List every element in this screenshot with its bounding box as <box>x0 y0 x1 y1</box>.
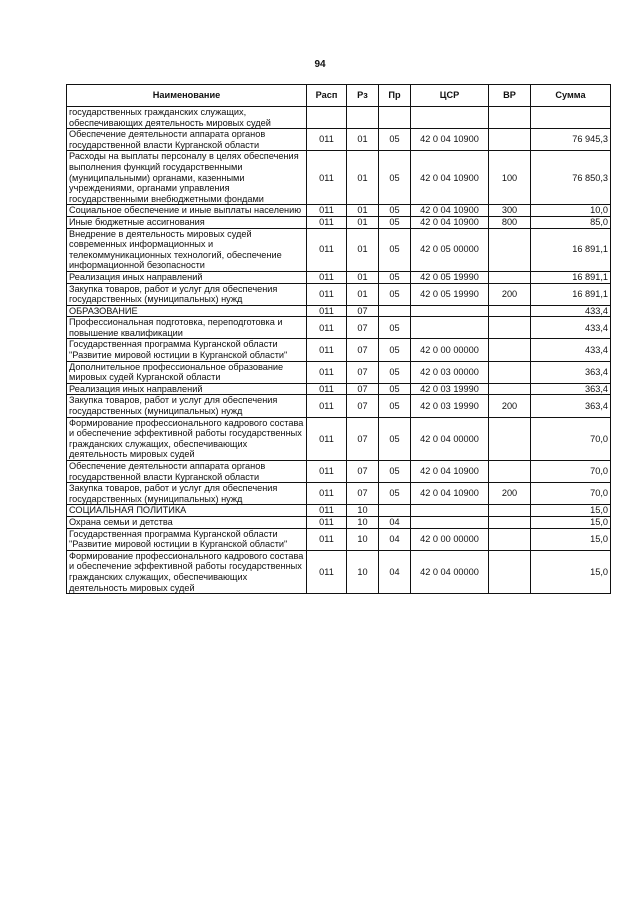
cell-pr: 05 <box>379 283 411 305</box>
cell-rz: 07 <box>347 383 379 395</box>
table-row <box>67 129 611 151</box>
cell-name: ОБРАЗОВАНИЕ <box>67 305 307 317</box>
cell-rasp: 011 <box>307 339 347 361</box>
cell-pr: 05 <box>379 395 411 417</box>
table-row <box>67 516 611 528</box>
cell-rasp: 011 <box>307 383 347 395</box>
cell-name: Социальное обеспечение и иные выплаты населению <box>67 205 307 217</box>
header-vr: ВР <box>489 85 531 107</box>
cell-vr <box>489 271 531 283</box>
table-row <box>67 205 611 217</box>
cell-sum: 15,0 <box>531 528 611 550</box>
cell-pr <box>379 305 411 317</box>
cell-pr: 05 <box>379 271 411 283</box>
budget-table <box>66 84 611 594</box>
cell-rasp: 011 <box>307 205 347 217</box>
cell-pr: 04 <box>379 550 411 593</box>
cell-rz: 07 <box>347 305 379 317</box>
cell-pr: 05 <box>379 151 411 205</box>
page-number: 94 <box>314 59 326 70</box>
cell-sum: 70,0 <box>531 461 611 483</box>
cell-pr: 04 <box>379 516 411 528</box>
table-row <box>67 271 611 283</box>
cell-pr: 05 <box>379 361 411 383</box>
cell-csr <box>411 317 489 339</box>
table-row <box>67 216 611 228</box>
table-row <box>67 305 611 317</box>
cell-csr <box>411 516 489 528</box>
header-rasp: Расп <box>307 85 347 107</box>
cell-name: Государственная программа Курганской области "Развитие мировой юстиции в Курганской области" <box>67 339 307 361</box>
cell-sum: 16 891,1 <box>531 271 611 283</box>
table-header-row <box>67 85 611 107</box>
cell-sum: 15,0 <box>531 516 611 528</box>
header-rz: Рз <box>347 85 379 107</box>
cell-vr <box>489 461 531 483</box>
table-row <box>67 228 611 271</box>
cell-pr <box>379 505 411 517</box>
cell-vr: 200 <box>489 395 531 417</box>
cell-vr: 300 <box>489 205 531 217</box>
cell-rasp: 011 <box>307 283 347 305</box>
cell-name: Закупка товаров, работ и услуг для обеспечения государственных (муниципальных) нужд <box>67 395 307 417</box>
table-row <box>67 151 611 205</box>
table-row <box>67 107 611 129</box>
cell-sum: 363,4 <box>531 395 611 417</box>
header-csr: ЦСР <box>411 85 489 107</box>
cell-sum: 70,0 <box>531 417 611 460</box>
cell-rasp <box>307 107 347 129</box>
cell-name: Охрана семьи и детства <box>67 516 307 528</box>
cell-rasp: 011 <box>307 461 347 483</box>
cell-csr: 42 0 00 00000 <box>411 339 489 361</box>
cell-csr: 42 0 03 00000 <box>411 361 489 383</box>
cell-rz <box>347 107 379 129</box>
cell-sum: 363,4 <box>531 383 611 395</box>
table-row <box>67 461 611 483</box>
cell-csr: 42 0 05 00000 <box>411 228 489 271</box>
cell-csr: 42 0 04 10900 <box>411 129 489 151</box>
cell-sum: 16 891,1 <box>531 228 611 271</box>
cell-sum: 15,0 <box>531 550 611 593</box>
cell-vr <box>489 550 531 593</box>
cell-sum: 10,0 <box>531 205 611 217</box>
cell-csr <box>411 505 489 517</box>
table-row <box>67 383 611 395</box>
table-row <box>67 283 611 305</box>
cell-pr: 05 <box>379 129 411 151</box>
cell-vr <box>489 383 531 395</box>
cell-vr <box>489 528 531 550</box>
cell-rasp: 011 <box>307 516 347 528</box>
cell-csr: 42 0 00 00000 <box>411 528 489 550</box>
table-row <box>67 505 611 517</box>
cell-vr: 200 <box>489 283 531 305</box>
header-pr: Пр <box>379 85 411 107</box>
cell-vr: 800 <box>489 216 531 228</box>
cell-rz: 07 <box>347 417 379 460</box>
cell-sum: 433,4 <box>531 339 611 361</box>
cell-rasp: 011 <box>307 395 347 417</box>
table-row <box>67 483 611 505</box>
cell-pr: 05 <box>379 417 411 460</box>
cell-vr <box>489 228 531 271</box>
cell-pr: 05 <box>379 339 411 361</box>
cell-vr <box>489 361 531 383</box>
table-row <box>67 550 611 593</box>
cell-name: Государственная программа Курганской области "Развитие мировой юстиции в Курганской области" <box>67 528 307 550</box>
cell-vr <box>489 305 531 317</box>
cell-pr: 05 <box>379 383 411 395</box>
cell-vr <box>489 516 531 528</box>
cell-pr: 05 <box>379 483 411 505</box>
cell-pr <box>379 107 411 129</box>
cell-name: Расходы на выплаты персоналу в целях обеспечения выполнения функций государственными (муниципальными) органами, казенными учреждениями, органами управления государственными внебюджетными фондами <box>67 151 307 205</box>
cell-rz: 07 <box>347 339 379 361</box>
cell-csr <box>411 305 489 317</box>
cell-pr: 04 <box>379 528 411 550</box>
cell-rz: 01 <box>347 271 379 283</box>
cell-rz: 01 <box>347 151 379 205</box>
cell-pr: 05 <box>379 317 411 339</box>
cell-csr: 42 0 04 10900 <box>411 151 489 205</box>
cell-name: Реализация иных направлений <box>67 383 307 395</box>
cell-name: государственных гражданских служащих, обеспечивающих деятельность мировых судей <box>67 107 307 129</box>
cell-name: Закупка товаров, работ и услуг для обеспечения государственных (муниципальных) нужд <box>67 483 307 505</box>
cell-name: Дополнительное профессиональное образование мировых судей Курганской области <box>67 361 307 383</box>
cell-sum: 85,0 <box>531 216 611 228</box>
cell-vr <box>489 317 531 339</box>
cell-name: СОЦИАЛЬНАЯ ПОЛИТИКА <box>67 505 307 517</box>
cell-sum: 433,4 <box>531 305 611 317</box>
cell-name: Профессиональная подготовка, переподготовка и повышение квалификации <box>67 317 307 339</box>
cell-pr: 05 <box>379 461 411 483</box>
cell-csr: 42 0 04 10900 <box>411 483 489 505</box>
cell-rasp: 011 <box>307 361 347 383</box>
cell-csr: 42 0 04 00000 <box>411 417 489 460</box>
cell-rz: 07 <box>347 461 379 483</box>
cell-rz: 01 <box>347 228 379 271</box>
table-row <box>67 339 611 361</box>
cell-rz: 01 <box>347 129 379 151</box>
cell-name: Иные бюджетные ассигнования <box>67 216 307 228</box>
cell-csr: 42 0 03 19990 <box>411 383 489 395</box>
cell-name: Реализация иных направлений <box>67 271 307 283</box>
cell-csr: 42 0 05 19990 <box>411 283 489 305</box>
cell-rz: 01 <box>347 283 379 305</box>
header-name: Наименование <box>67 85 307 107</box>
cell-rasp: 011 <box>307 228 347 271</box>
cell-name: Обеспечение деятельности аппарата органов государственной власти Курганской области <box>67 461 307 483</box>
cell-rasp: 011 <box>307 505 347 517</box>
cell-csr: 42 0 04 10900 <box>411 461 489 483</box>
cell-csr: 42 0 05 19990 <box>411 271 489 283</box>
cell-vr <box>489 129 531 151</box>
cell-rz: 01 <box>347 205 379 217</box>
cell-pr: 05 <box>379 216 411 228</box>
cell-vr <box>489 339 531 361</box>
cell-rz: 10 <box>347 550 379 593</box>
cell-csr: 42 0 04 10900 <box>411 205 489 217</box>
cell-rasp: 011 <box>307 305 347 317</box>
cell-vr <box>489 417 531 460</box>
table-row <box>67 395 611 417</box>
cell-rasp: 011 <box>307 129 347 151</box>
cell-sum <box>531 107 611 129</box>
cell-rasp: 011 <box>307 317 347 339</box>
cell-rasp: 011 <box>307 271 347 283</box>
cell-name: Обеспечение деятельности аппарата органов государственной власти Курганской области <box>67 129 307 151</box>
cell-rz: 07 <box>347 317 379 339</box>
cell-rasp: 011 <box>307 216 347 228</box>
cell-sum: 70,0 <box>531 483 611 505</box>
cell-sum: 363,4 <box>531 361 611 383</box>
cell-name: Формирование профессионального кадрового состава и обеспечение эффективной работы государственных гражданских служащих, обеспечивающих деятельность мировых судей <box>67 417 307 460</box>
cell-pr: 05 <box>379 228 411 271</box>
cell-rz: 07 <box>347 361 379 383</box>
cell-rz: 10 <box>347 528 379 550</box>
cell-rz: 01 <box>347 216 379 228</box>
table-row <box>67 361 611 383</box>
cell-csr: 42 0 03 19990 <box>411 395 489 417</box>
cell-vr <box>489 107 531 129</box>
cell-rasp: 011 <box>307 528 347 550</box>
cell-name: Формирование профессионального кадрового состава и обеспечение эффективной работы государственных гражданских служащих, обеспечивающих деятельность мировых судей <box>67 550 307 593</box>
cell-sum: 16 891,1 <box>531 283 611 305</box>
cell-vr <box>489 505 531 517</box>
cell-rasp: 011 <box>307 417 347 460</box>
cell-vr: 200 <box>489 483 531 505</box>
table-row <box>67 317 611 339</box>
cell-rz: 07 <box>347 395 379 417</box>
cell-vr: 100 <box>489 151 531 205</box>
table-row <box>67 417 611 460</box>
cell-rasp: 011 <box>307 550 347 593</box>
cell-csr <box>411 107 489 129</box>
cell-name: Закупка товаров, работ и услуг для обеспечения государственных (муниципальных) нужд <box>67 283 307 305</box>
cell-sum: 76 945,3 <box>531 129 611 151</box>
cell-rasp: 011 <box>307 483 347 505</box>
cell-pr: 05 <box>379 205 411 217</box>
cell-csr: 42 0 04 10900 <box>411 216 489 228</box>
cell-rz: 10 <box>347 516 379 528</box>
cell-sum: 76 850,3 <box>531 151 611 205</box>
cell-rz: 07 <box>347 483 379 505</box>
cell-rz: 10 <box>347 505 379 517</box>
header-sum: Сумма <box>531 85 611 107</box>
table-row <box>67 528 611 550</box>
cell-rasp: 011 <box>307 151 347 205</box>
cell-csr: 42 0 04 00000 <box>411 550 489 593</box>
cell-name: Внедрение в деятельность мировых судей современных информационных и телекоммуникационных технологий, обеспечение информационной безопасности <box>67 228 307 271</box>
cell-sum: 433,4 <box>531 317 611 339</box>
cell-sum: 15,0 <box>531 505 611 517</box>
